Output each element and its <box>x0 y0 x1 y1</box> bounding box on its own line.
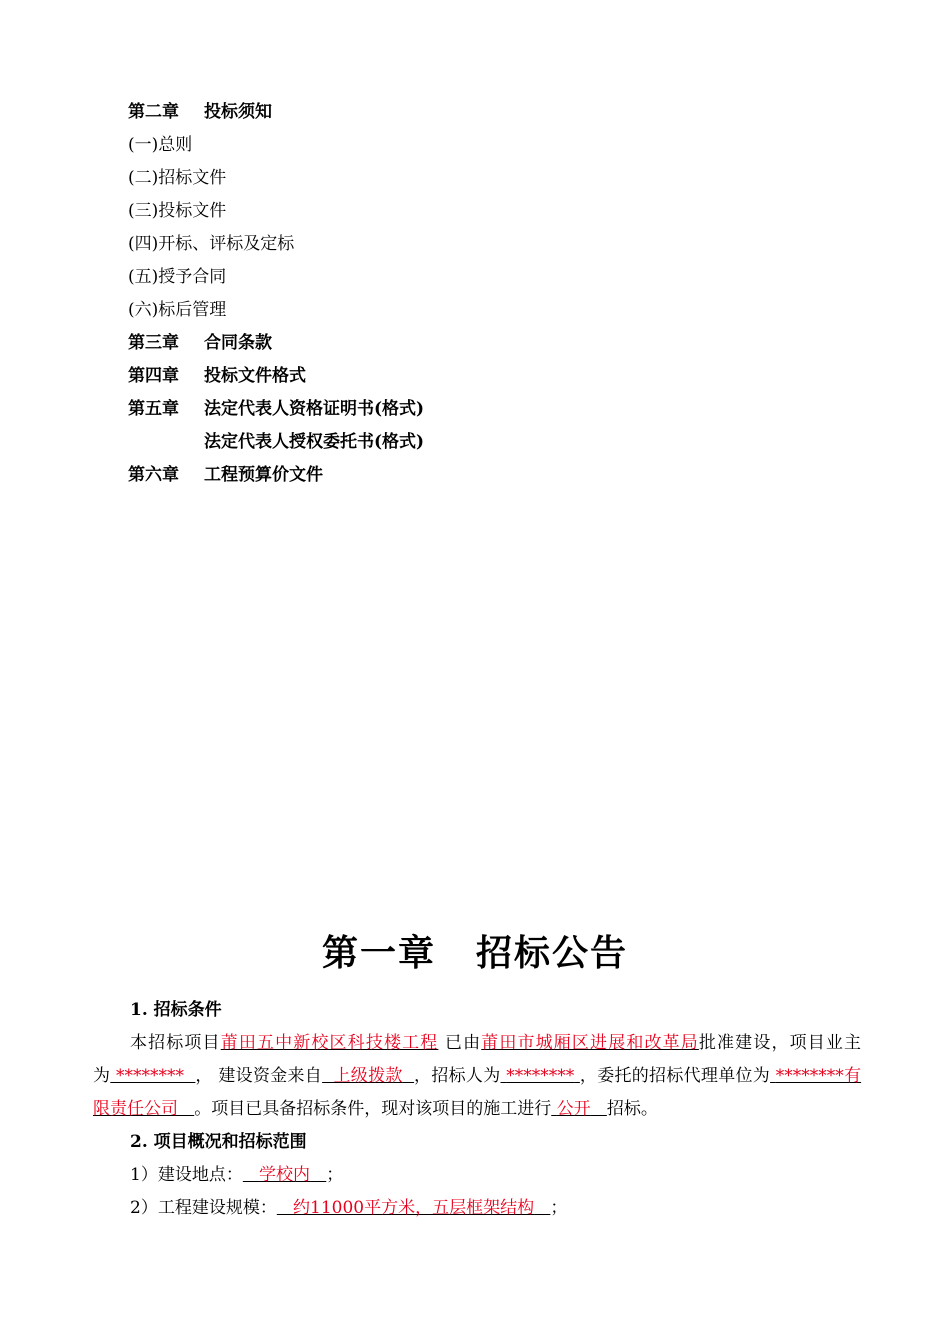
toc-entry-chapter-2: 第二章 投标须知 <box>128 102 272 122</box>
section-1-paragraph: 本招标项目莆田五中新校区科技楼工程 已由莆田市城厢区进展和改革局批准建设，项目业主为 ******** ， 建设资金来自 上级拨款 ，招标人为 ******** ，委托的招标代理单位为 ********有限责任公司 。项目已具备招标条件，现对该项目的施工进行 公开 招标。 <box>93 1033 862 1119</box>
announcement-body <box>93 994 861 1225</box>
section-2-heading: 2. 项目概况和招标范围 <box>130 1132 307 1152</box>
toc-entry-chapter-5-sub: 法定代表人授权委托书(格式) <box>204 432 425 452</box>
toc-entry-general: (一)总则 <box>128 135 193 155</box>
toc-entry-post-bid: (六)标后管理 <box>128 300 227 320</box>
construction-location: 1）建设地点： 学校内 ； <box>130 1165 344 1185</box>
toc-entry-chapter-3: 第三章 合同条款 <box>128 333 272 353</box>
toc-entry-chapter-4: 第四章 投标文件格式 <box>128 366 306 386</box>
construction-scale: 2）工程建设规模： 约11000平方米，五层框架结构 ； <box>130 1198 568 1218</box>
table-of-contents <box>128 96 424 492</box>
toc-entry-bid-opening: (四)开标、评标及定标 <box>128 234 295 254</box>
project-name: 莆田五中新校区科技楼工程 <box>220 1033 439 1053</box>
tender-agent: ********有限责任公司 <box>93 1066 862 1119</box>
toc-entry-bid-docs: (三)投标文件 <box>128 201 227 221</box>
tenderer: ******** <box>506 1066 575 1086</box>
project-owner: ******** <box>116 1066 184 1086</box>
toc-entry-chapter-6: 第六章 工程预算价文件 <box>128 465 323 485</box>
toc-entry-chapter-5: 第五章 法定代表人资格证明书(格式) <box>128 399 425 419</box>
chapter-title: 第一章 招标公告 <box>321 932 629 974</box>
funding-source: 上级拨款 <box>333 1066 403 1086</box>
toc-entry-tender-docs: (二)招标文件 <box>128 168 227 188</box>
approving-authority: 莆田市城厢区进展和改革局 <box>481 1033 699 1053</box>
tender-method: 公开 <box>556 1099 591 1119</box>
toc-entry-contract-award: (五)授予合同 <box>128 267 227 287</box>
section-1-heading: 1. 招标条件 <box>130 1000 222 1020</box>
